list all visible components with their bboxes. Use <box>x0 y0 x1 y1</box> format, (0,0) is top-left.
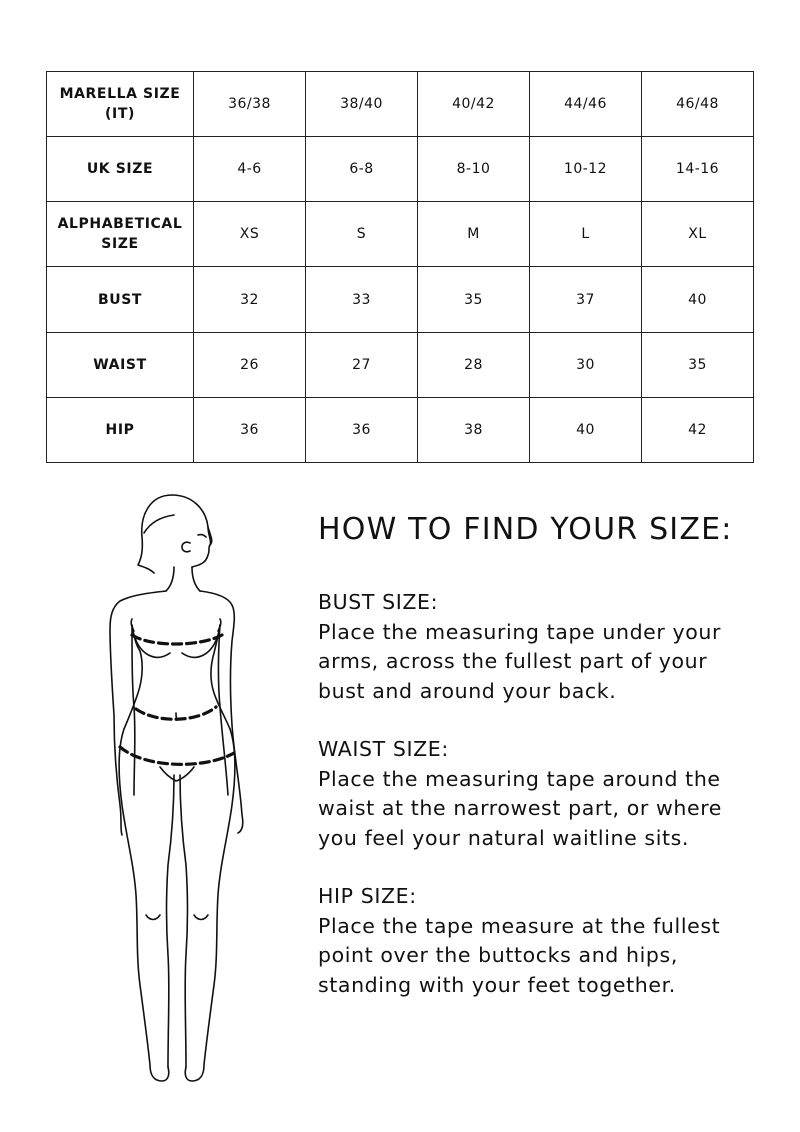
table-row <box>47 332 754 397</box>
table-cell: 38/40 <box>306 72 418 137</box>
guide-text-line: arms, across the fullest part of your <box>318 649 708 673</box>
size-chart-table <box>46 71 754 463</box>
table-cell: 37 <box>530 267 642 332</box>
table-cell: 6-8 <box>306 137 418 202</box>
row-header-marella-size <box>47 72 194 137</box>
table-row <box>47 72 754 137</box>
table-cell: 30 <box>530 332 642 397</box>
guide-heading: BUST SIZE: <box>318 590 439 614</box>
table-cell: 32 <box>194 267 306 332</box>
guide-text-line: point over the buttocks and hips, <box>318 943 678 967</box>
table-cell: 4-6 <box>194 137 306 202</box>
table-cell: XS <box>194 202 306 267</box>
row-header-line: SIZE <box>101 236 139 253</box>
row-header-line: WAIST <box>93 356 147 373</box>
table-cell: 42 <box>642 397 754 462</box>
table-cell: 36 <box>194 397 306 462</box>
table-cell: 14-16 <box>642 137 754 202</box>
row-header-waist <box>47 332 194 397</box>
table-cell: S <box>306 202 418 267</box>
guide-text <box>318 912 788 1001</box>
guide-text-line: waist at the narrowest part, or where <box>318 796 723 820</box>
row-header-hip <box>47 397 194 462</box>
guide-text <box>318 618 788 707</box>
guide-text-line: Place the tape measure at the fullest <box>318 913 721 938</box>
row-header-line: BUST <box>97 291 143 308</box>
row-header-line: UK SIZE <box>86 161 154 178</box>
table-cell: 28 <box>418 332 530 397</box>
guide-text-line: you feel your natural waitline sits. <box>318 825 690 850</box>
row-header-uk-size <box>47 137 194 202</box>
table-row <box>47 202 754 267</box>
row-header-alphabetical-size <box>47 202 194 267</box>
row-header-line: (IT) <box>105 106 135 123</box>
size-guide <box>318 510 788 1029</box>
table-cell: 36/38 <box>194 72 306 137</box>
guide-text-line: bust and around your back. <box>318 678 617 703</box>
table-cell: 46/48 <box>642 72 754 137</box>
row-header-line: MARELLA SIZE <box>59 86 181 103</box>
table-cell: L <box>530 202 642 267</box>
table-cell: 8-10 <box>418 137 530 202</box>
row-header-bust <box>47 267 194 332</box>
guide-section-waist <box>318 735 788 853</box>
table-cell: 40/42 <box>418 72 530 137</box>
row-header-line: HIP <box>105 421 135 438</box>
table-cell: 27 <box>306 332 418 397</box>
table-cell: 33 <box>306 267 418 332</box>
table-row <box>47 267 754 332</box>
guide-text <box>318 765 788 854</box>
female-body-outline-icon <box>70 485 270 1095</box>
table-cell: 10-12 <box>530 137 642 202</box>
table-row <box>47 137 754 202</box>
table-cell: M <box>418 202 530 267</box>
table-cell: 35 <box>642 332 754 397</box>
guide-heading: WAIST SIZE: <box>318 737 449 761</box>
table-cell: 44/46 <box>530 72 642 137</box>
guide-section-hip <box>318 882 788 1000</box>
table-cell: 38 <box>418 397 530 462</box>
guide-text-line: Place the measuring tape under your <box>318 619 722 644</box>
guide-title: HOW TO FIND YOUR SIZE: <box>318 512 733 547</box>
guide-heading: HIP SIZE: <box>318 884 417 908</box>
table-cell: XL <box>642 202 754 267</box>
table-cell: 26 <box>194 332 306 397</box>
guide-text-line: Place the measuring tape around the <box>318 766 721 791</box>
table-cell: 35 <box>418 267 530 332</box>
table-row <box>47 397 754 462</box>
table-cell: 40 <box>530 397 642 462</box>
guide-text-line: standing with your feet together. <box>318 972 676 997</box>
table-cell: 36 <box>306 397 418 462</box>
table-cell: 40 <box>642 267 754 332</box>
guide-section-bust <box>318 588 788 706</box>
row-header-line: ALPHABETICAL <box>57 216 183 233</box>
